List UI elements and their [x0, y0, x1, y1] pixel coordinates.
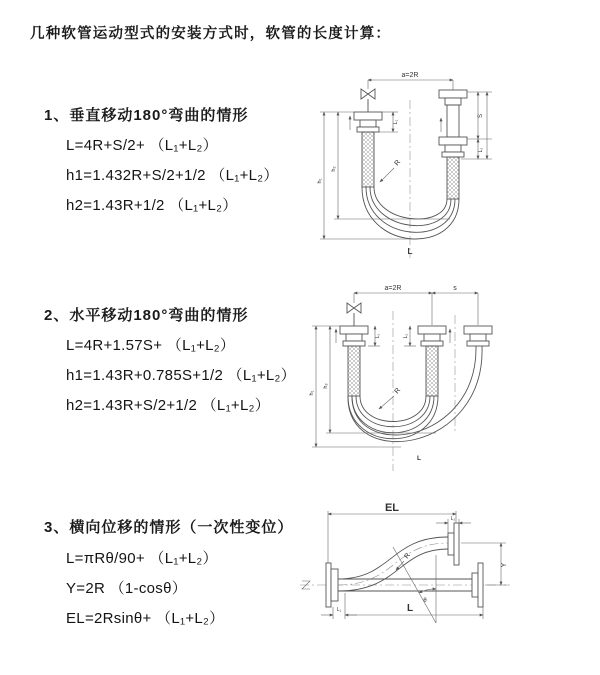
- left-hose-braid: [362, 132, 374, 187]
- label-length-l: L: [406, 603, 414, 614]
- section2-formula-h2: h2=1.43R+S/2+1/2 （L₁+L₂）: [66, 397, 271, 414]
- label-s: S: [478, 113, 484, 119]
- label-length-l: L: [417, 455, 421, 462]
- radius-leader: [379, 387, 402, 409]
- section1-formula-h1: h1=1.432R+S/2+1/2 （L₁+L₂）: [66, 167, 279, 184]
- label-l2: L₂: [450, 516, 456, 522]
- dimension-el: [328, 502, 456, 563]
- label-a2r: a=2R: [401, 72, 419, 79]
- section2-formula-h1: h1=1.43R+0.785S+1/2 （L₁+L₂）: [66, 367, 296, 384]
- label-l1: L₁: [375, 333, 381, 339]
- right-flange-upper: [439, 90, 467, 105]
- diagram-horizontal-180-bend: [306, 281, 593, 477]
- dimension-l2: [436, 516, 471, 533]
- label-h2: h₂: [323, 383, 329, 389]
- dimension-s: [461, 92, 492, 159]
- label-theta: θ: [423, 598, 427, 604]
- label-l2: L₂: [478, 147, 484, 153]
- radius-construction: [393, 547, 436, 623]
- section3-formula-L: L=πRθ/90+ （L₁+L₂）: [66, 550, 218, 567]
- left-hose-braid: [348, 346, 360, 396]
- right-flange-lower: [439, 137, 467, 157]
- label-h2: h₂: [331, 166, 337, 172]
- section1-formula-L: L=4R+S/2+ （L₁+L₂）: [66, 137, 218, 154]
- hose-u-bend: [362, 187, 459, 239]
- section3-formula-Y: Y=2R （1-cosθ）: [66, 580, 188, 597]
- right-flange: [472, 563, 483, 607]
- valve-icon: [361, 89, 375, 112]
- label-r: R: [393, 158, 403, 168]
- section1-heading: 1、垂直移动180°弯曲的情形: [44, 107, 249, 124]
- diagram-lateral-displacement: [296, 497, 594, 667]
- label-r: R: [403, 552, 413, 561]
- left-flange: [354, 112, 382, 132]
- section3-formula-EL: EL=2Rsinθ+ （L₁+L₂）: [66, 610, 225, 627]
- right-flange: [464, 326, 492, 346]
- middle-flange: [418, 326, 446, 346]
- label-a2r: a=2R: [384, 285, 402, 292]
- label-shift-s: s: [453, 285, 457, 292]
- dimension-l1: [368, 326, 381, 346]
- left-flange: [326, 563, 338, 607]
- radius-leader: [380, 159, 402, 182]
- section2-formula-L: L=4R+1.57S+ （L₁+L₂）: [66, 337, 236, 354]
- label-l2: L₂: [403, 333, 409, 339]
- label-h1: h₁: [309, 390, 315, 396]
- hose-displaced-position: [338, 537, 448, 591]
- right-hose-braid: [447, 157, 459, 199]
- middle-hose-braid: [426, 346, 438, 396]
- dimension-l: [345, 603, 483, 619]
- dimension-l2: [403, 326, 416, 346]
- label-l1: L₁: [336, 607, 342, 613]
- label-r: R: [393, 386, 403, 396]
- page-title: 几种软管运动型式的安装方式时，软管的长度计算：: [30, 26, 392, 42]
- section3-heading: 3、横向位移的情形（一次性变位）: [44, 519, 294, 536]
- valve-icon: [347, 303, 361, 326]
- dimension-a2r: [368, 72, 453, 90]
- label-h1: h₁: [317, 178, 323, 184]
- right-pipe: [447, 105, 459, 137]
- label-y: Y: [501, 562, 508, 568]
- dimension-h1-h2: [317, 112, 450, 239]
- section1-formula-h2: h2=1.43R+1/2 （L₁+L₂）: [66, 197, 238, 214]
- dimension-a2r: [354, 285, 478, 325]
- section2-heading: 2、水平移动180°弯曲的情形: [44, 307, 249, 324]
- upper-flange: [448, 523, 459, 565]
- left-flange: [340, 326, 368, 346]
- label-length-l: L: [407, 247, 413, 256]
- diagram-vertical-180-bend: [310, 66, 595, 262]
- label-el: EL: [384, 502, 400, 514]
- label-l1: L₁: [393, 119, 399, 125]
